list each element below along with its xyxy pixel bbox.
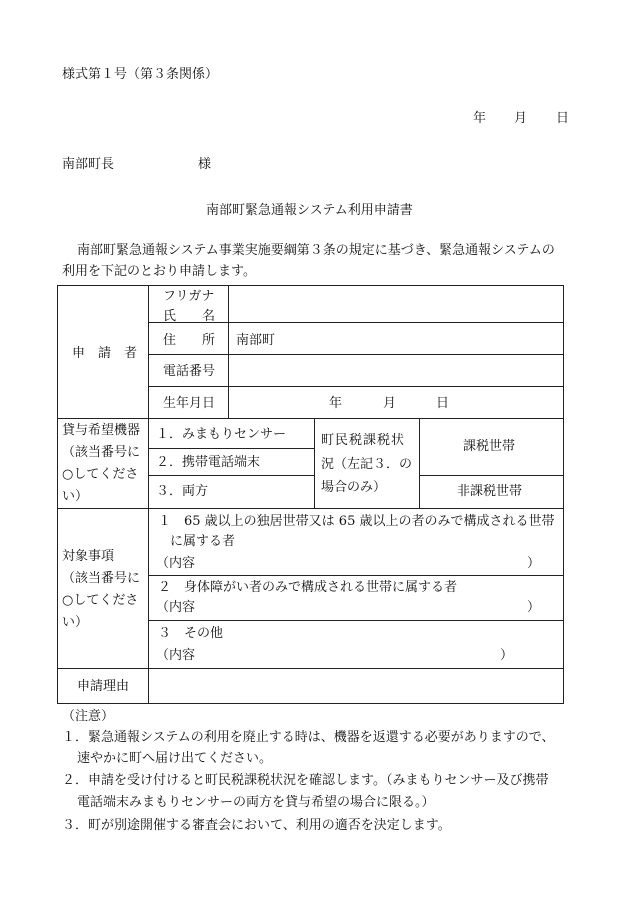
name-label: 氏 名 bbox=[163, 309, 216, 324]
date-day-label: 日 bbox=[556, 111, 570, 126]
target-label-line-4: い） bbox=[62, 615, 89, 630]
note-2-line-2: 電話端末みまもりセンサーの両方を貸与希望の場合に限る。） bbox=[77, 795, 435, 810]
target-item-3-detail-close: ） bbox=[500, 648, 514, 663]
row-line-equipment-end bbox=[57, 508, 564, 509]
target-item-2-detail-close: ） bbox=[527, 600, 541, 615]
intro-line-2: 利用を下記のとおり申請します。 bbox=[62, 264, 256, 279]
table-top-border bbox=[57, 285, 564, 286]
birth-month-label: 月 bbox=[383, 396, 397, 411]
tax-status-line bbox=[419, 475, 564, 476]
target-item-1-detail-close: ） bbox=[527, 556, 541, 571]
birth-year-label: 年 bbox=[329, 396, 343, 411]
note-1-line-2: 速やかに町へ届け出てください。 bbox=[77, 751, 273, 766]
target-line-2 bbox=[148, 620, 564, 621]
target-item-1-line-1: １ 65 歳以上の独居世帯又は 65 歳以上の者のみで構成される世帯 bbox=[158, 514, 555, 529]
birthdate-label: 生年月日 bbox=[163, 396, 216, 411]
tax-status-non-taxed: 非課税世帯 bbox=[457, 484, 523, 499]
equipment-label-line-4: い） bbox=[62, 489, 89, 504]
equipment-label-line-2: （該当番号に bbox=[62, 445, 141, 460]
notes-heading: （注意） bbox=[62, 709, 115, 724]
tax-label-divider bbox=[419, 418, 420, 508]
tax-status-taxed: 課税世帯 bbox=[463, 439, 516, 454]
address-value: 南部町 bbox=[236, 333, 276, 348]
table-left-border bbox=[57, 285, 58, 704]
birth-day-label: 日 bbox=[436, 396, 450, 411]
applicant-line-address bbox=[148, 354, 564, 355]
target-label-line-1: 対象事項 bbox=[62, 549, 115, 564]
equipment-option-3: ３．両方 bbox=[156, 484, 209, 499]
target-line-1 bbox=[148, 575, 564, 576]
target-item-3-line-1: ３ その他 bbox=[158, 626, 224, 641]
target-item-1-detail-open: （内容 bbox=[156, 556, 196, 571]
equipment-line-2 bbox=[148, 475, 314, 476]
furigana-label: フリガナ bbox=[163, 289, 215, 304]
tax-status-label-line-3: 場合のみ） bbox=[321, 480, 387, 495]
target-item-2-detail-open: （内容 bbox=[156, 600, 196, 615]
form-number: 様式第１号（第３条関係） bbox=[62, 67, 219, 82]
row-line-applicant-end bbox=[57, 418, 564, 419]
tax-status-label-line-1: 町民税課税状 bbox=[321, 433, 406, 448]
equipment-line-1 bbox=[148, 448, 314, 449]
applicant-field-divider bbox=[228, 285, 229, 418]
table-right-border bbox=[563, 285, 564, 704]
address-label: 住 所 bbox=[163, 333, 216, 348]
phone-label: 電話番号 bbox=[163, 364, 216, 379]
equipment-option-2: ２．携帯電話端末 bbox=[156, 455, 261, 470]
equipment-option-1: １．みまもりセンサー bbox=[156, 427, 287, 442]
row-line-target-end bbox=[57, 668, 564, 669]
target-item-2-line-1: ２ 身体障がい者のみで構成される世帯に属する者 bbox=[158, 580, 458, 595]
equipment-tax-divider bbox=[314, 418, 315, 508]
tax-status-label-line-2: 況（左記３．の bbox=[321, 457, 413, 472]
note-2-line-1: ２．申請を受け付けると町民税課税状況を確認します。（みまもりセンサー及び携帯 bbox=[62, 773, 549, 788]
reason-label: 申請理由 bbox=[77, 679, 130, 694]
date-month-label: 月 bbox=[514, 111, 528, 126]
recipient-name: 南部町長 bbox=[62, 157, 115, 172]
recipient-honorific: 様 bbox=[198, 157, 212, 172]
equipment-label-line-3: ○してくださ bbox=[62, 467, 139, 482]
note-3: ３．町が別途開催する審査会において、利用の適否を決定します。 bbox=[62, 818, 451, 833]
applicant-line-phone bbox=[148, 386, 564, 387]
note-1-line-1: １．緊急通報システムの利用を廃止する時は、機器を返還する必要がありますので、 bbox=[62, 730, 555, 745]
date-year-label: 年 bbox=[473, 111, 487, 126]
target-item-1-line-2: に属する者 bbox=[170, 534, 236, 549]
equipment-label-line-1: 貸与希望機器 bbox=[62, 423, 141, 438]
target-label-line-3: ○してくださ bbox=[62, 593, 139, 608]
form-title: 南部町緊急通報システム利用申請書 bbox=[206, 203, 413, 218]
applicant-section-label: 申 請 者 bbox=[72, 346, 138, 361]
table-bottom-border bbox=[57, 703, 564, 704]
target-item-3-detail-open: （内容 bbox=[156, 648, 196, 663]
intro-line-1: 南部町緊急通報システム事業実施要綱第３条の規定に基づき、緊急通報システムの bbox=[77, 243, 555, 258]
target-label-line-2: （該当番号に bbox=[62, 571, 141, 586]
label-column-divider bbox=[148, 285, 149, 704]
